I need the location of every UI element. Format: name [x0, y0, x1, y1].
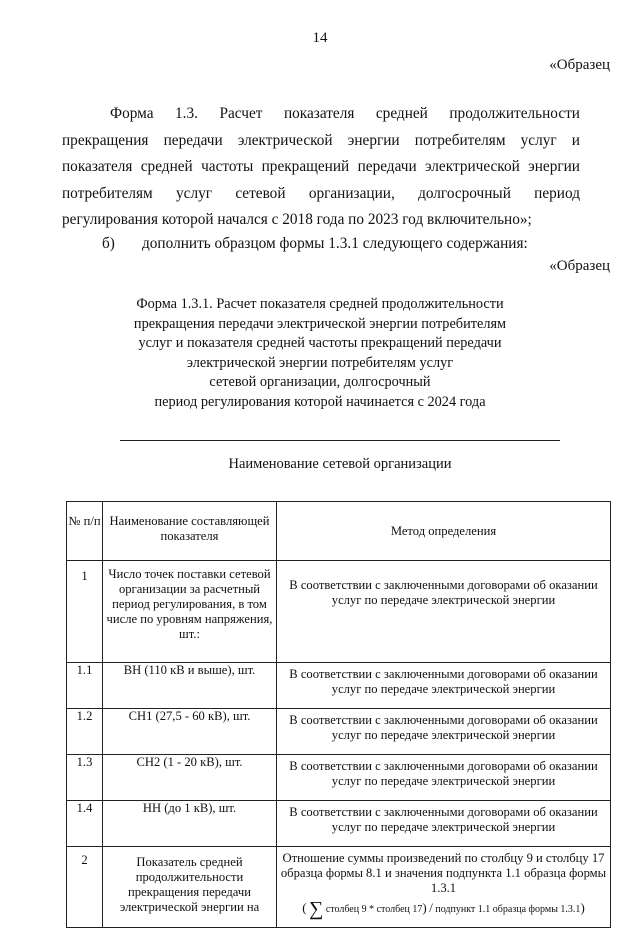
- item-b-letter: б): [102, 235, 115, 252]
- formula-inner-close: ): [422, 900, 427, 915]
- row-num: 1.4: [67, 801, 103, 847]
- row-name: СН2 (1 - 20 кВ), шт.: [103, 755, 277, 801]
- row-method: В соответствии с заключенными договорами об оказании услуг по передаче электрической энергии: [277, 801, 611, 847]
- form-title: [120, 295, 520, 413]
- row-num: 1.2: [67, 709, 103, 755]
- sample-label: «Образец: [549, 57, 610, 73]
- item-b-text: дополнить образцом формы 1.3.1 следующего содержания:: [142, 235, 528, 252]
- paragraph-text: Форма 1.3. Расчет показателя средней продолжительности прекращения передачи электрической энергии потребителям услуг и показателя средней частоты прекращений передачи электрической энергии потребителям услуг сетевой организации, долгосрочный период регулирования которой начался с 2018 года по 2023 год включительно»;: [62, 105, 580, 228]
- page-number: 14: [312, 30, 328, 46]
- table-row: [67, 801, 611, 847]
- header-method: Метод определения: [277, 502, 611, 561]
- row-num: 1: [67, 561, 103, 663]
- formula: [277, 898, 610, 920]
- form-title-line: Форма 1.3.1. Расчет показателя средней продолжительности: [136, 296, 504, 312]
- header-name: Наименование составляющей показателя: [103, 502, 277, 561]
- row-method-cell: [277, 847, 611, 928]
- row-name: Число точек поставки сетевой организации за расчетный период регулирования, в том числе по уровням напряжения, шт.:: [103, 561, 277, 663]
- formula-sum-term: столбец 9 * столбец 17: [325, 904, 423, 915]
- header-num: № п/п: [67, 502, 103, 561]
- form-title-line: электрической энергии потребителям услуг: [186, 354, 454, 371]
- form-title-line: услуг и показателя средней частоты прекращений передачи: [138, 335, 502, 352]
- paragraph-form-1-3: [62, 101, 580, 234]
- item-b: [62, 233, 580, 255]
- formula-denominator: подпункт 1.1 образца формы 1.3.1: [435, 904, 581, 915]
- form-title-line: период регулирования которой начинается с 2024 года: [154, 393, 486, 410]
- row-method: В соответствии с заключенными договорами об оказании услуг по передаче электрической энергии: [277, 663, 611, 709]
- row-method: Отношение суммы произведений по столбцу 9 и столбцу 17 образца формы 8.1 и значения подпункта 1.1 образца формы 1.3.1: [280, 851, 607, 895]
- org-name-underline: [120, 440, 560, 441]
- table-row: [67, 755, 611, 801]
- row-method: В соответствии с заключенными договорами об оказании услуг по передаче электрической энергии: [277, 755, 611, 801]
- sample-label-2: «Образец: [549, 258, 610, 274]
- formula-close-paren: ): [580, 900, 585, 915]
- row-num: 1.3: [67, 755, 103, 801]
- form-title-line: прекращения передачи электрической энергии потребителям: [133, 315, 507, 332]
- sigma-symbol: ∑: [309, 898, 324, 920]
- table-row: [67, 663, 611, 709]
- row-name: НН (до 1 кВ), шт.: [103, 801, 277, 847]
- row-method: В соответствии с заключенными договорами об оказании услуг по передаче электрической энергии: [277, 709, 611, 755]
- indicator-table: [66, 501, 611, 928]
- formula-slash: /: [429, 900, 433, 915]
- formula-open-paren: (: [302, 900, 307, 915]
- table-header-row: [67, 502, 611, 561]
- row-num: 2: [67, 847, 103, 928]
- org-name-label: Наименование сетевой организации: [228, 456, 452, 472]
- table-row: [67, 709, 611, 755]
- table-row: [67, 847, 611, 928]
- row-num: 1.1: [67, 663, 103, 709]
- row-name: Показатель средней продолжительности прекращения передачи электрической энергии на: [103, 847, 277, 928]
- row-method: В соответствии с заключенными договорами об оказании услуг по передаче электрической энергии: [277, 561, 611, 663]
- form-title-line: сетевой организации, долгосрочный: [209, 374, 431, 391]
- table-row: [67, 561, 611, 663]
- row-name: ВН (110 кВ и выше), шт.: [103, 663, 277, 709]
- row-name: СН1 (27,5 - 60 кВ), шт.: [103, 709, 277, 755]
